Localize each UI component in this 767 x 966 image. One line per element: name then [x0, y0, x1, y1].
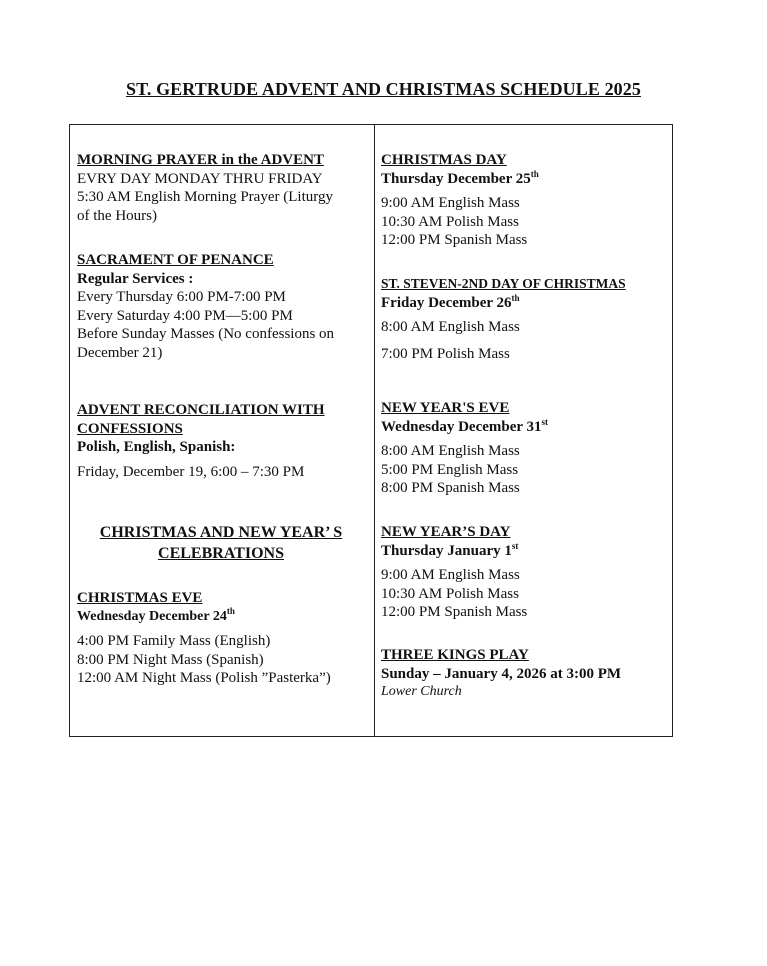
schedule-line: EVRY DAY MONDAY THRU FRIDAY: [77, 170, 323, 187]
celebrations-heading: [71, 522, 371, 564]
schedule-line: 12:00 PM Spanish Mass: [381, 232, 528, 248]
schedule-line: 7:00 PM Polish Mass: [381, 345, 510, 362]
schedule-line: 8:00 AM English Mass: [381, 443, 520, 459]
schedule-line: 9:00 AM English Mass: [381, 195, 520, 211]
morning-prayer-section: [77, 151, 369, 225]
section-heading: NEW YEAR'S EVE: [381, 400, 510, 416]
section-heading: CONFESSIONS: [77, 420, 183, 437]
new-years-day-section: [381, 523, 669, 622]
schedule-line: 12:00 AM Night Mass (Polish ”Pasterka”): [77, 670, 331, 686]
st-steven-section: [381, 275, 671, 363]
event-date: Sunday – January 4, 2026 at 3:00 PM: [381, 665, 622, 682]
schedule-line: 12:00 PM Spanish Mass: [381, 604, 528, 620]
section-heading: ADVENT RECONCILIATION WITH: [77, 402, 325, 418]
schedule-line: December 21): [77, 344, 163, 361]
column-divider: [374, 124, 375, 737]
section-heading: NEW YEAR’S DAY: [381, 524, 511, 540]
reconciliation-section: [77, 401, 369, 481]
schedule-line: 9:00 AM English Mass: [381, 567, 520, 583]
event-date: Friday December 26th: [381, 292, 520, 311]
three-kings-section: [381, 646, 671, 702]
schedule-line: 10:30 AM Polish Mass: [381, 585, 519, 602]
penance-section: [77, 251, 369, 362]
section-heading: CELEBRATIONS: [158, 545, 284, 562]
schedule-line: 8:00 AM English Mass: [381, 319, 520, 335]
schedule-line: Every Thursday 6:00 PM-7:00 PM: [77, 289, 286, 305]
section-heading: THREE KINGS PLAY: [381, 647, 529, 663]
section-heading: MORNING PRAYER in the ADVENT: [77, 152, 324, 168]
schedule-line: Every Saturday 4:00 PM—5:00 PM: [77, 307, 293, 324]
section-subheading: Polish, English, Spanish:: [77, 439, 236, 455]
schedule-line: of the Hours): [77, 207, 157, 224]
page-title: ST. GERTRUDE ADVENT AND CHRISTMAS SCHEDULE 2025: [125, 79, 641, 99]
event-date: Thursday December 25th: [381, 168, 539, 187]
christmas-eve-section: [77, 589, 369, 688]
section-heading: SACRAMENT OF PENANCE: [77, 252, 274, 268]
christmas-day-section: [381, 151, 669, 250]
schedule-line: 8:00 PM Night Mass (Spanish): [77, 651, 264, 668]
section-heading: CHRISTMAS DAY: [381, 152, 507, 168]
schedule-line: 4:00 PM Family Mass (English): [77, 633, 271, 649]
schedule-line: 5:30 AM English Morning Prayer (Liturgy: [77, 189, 333, 205]
section-heading: CHRISTMAS AND NEW YEAR’ S: [99, 524, 343, 541]
schedule-line: 5:00 PM English Mass: [381, 461, 519, 478]
schedule-line: 8:00 PM Spanish Mass: [381, 480, 520, 496]
event-date: Thursday January 1st: [381, 540, 519, 559]
section-subheading: Regular Services :: [77, 270, 194, 287]
schedule-line: 10:30 AM Polish Mass: [381, 213, 519, 230]
event-location: Lower Church: [381, 684, 462, 699]
event-date: Wednesday December 31st: [381, 416, 549, 435]
section-heading: CHRISTMAS EVE: [77, 590, 203, 606]
schedule-line: Before Sunday Masses (No confessions on: [77, 326, 335, 342]
schedule-line: Friday, December 19, 6:00 – 7:30 PM: [77, 463, 305, 480]
section-heading: ST. STEVEN-2ND DAY OF CHRISTMAS: [381, 276, 626, 291]
event-date: Wednesday December 24th: [77, 605, 235, 624]
new-years-eve-section: [381, 399, 669, 498]
